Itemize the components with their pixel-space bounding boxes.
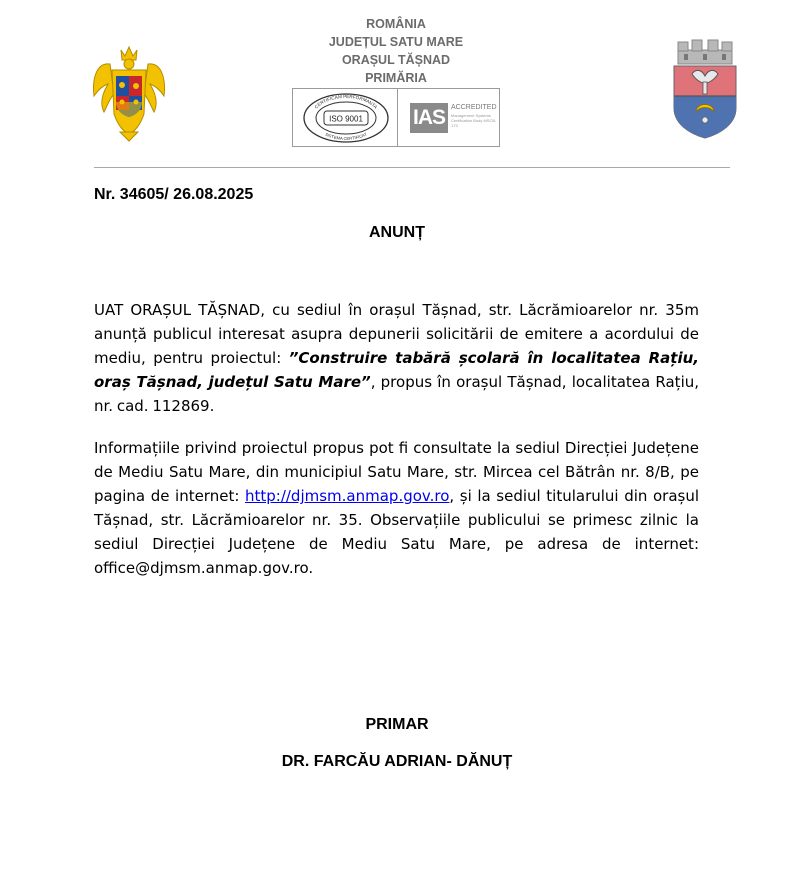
romania-coat-of-arms-icon: [92, 44, 166, 142]
header-institution: PRIMĂRIA: [365, 71, 427, 85]
ias-logo: IAS: [410, 103, 448, 133]
p2-text-2: , și la sediul titularului din orașul Tășnad, str. Lăcrămioarelor nr. 35. Observațiile publicului se primesc zilnic la sediul Direcției Județene de Mediu Satu Mare, pe adresa de internet: office@djmsm.anmap.gov.ro.: [94, 487, 699, 577]
header-divider: [94, 167, 730, 168]
ias-small-text: Management Systems Certification Body MSCB-173: [451, 113, 497, 128]
iso-label: ISO 9001: [329, 114, 363, 124]
tasnad-coat-of-arms-icon: [670, 38, 740, 140]
document-number: Nr. 34605/ 26.08.2025: [94, 186, 254, 203]
announcement-paragraph-2: [94, 436, 699, 580]
header-country: ROMÂNIA: [366, 17, 426, 31]
iso-ring-bottom-text: SISTEMA CERTIFICAT: [324, 131, 368, 142]
document-title: ANUNȚ: [369, 224, 425, 241]
signature-role: PRIMAR: [365, 716, 429, 733]
announcement-paragraph-1: [94, 298, 699, 418]
iso-9001-seal-icon: [301, 92, 391, 144]
project-name: ”Construire tabără școlară în localitatea Rațiu, oraș Tășnad, județul Satu Mare”: [94, 349, 699, 391]
cert-divider: [397, 89, 398, 146]
iso-ring-top-text: CERTIFICAM PERFORMANTA: [313, 93, 379, 110]
svg-text:SISTEMA CERTIFICAT: [324, 131, 368, 141]
header-county: JUDEȚUL SATU MARE: [328, 35, 464, 49]
agency-website-link[interactable]: http://djmsm.anmap.gov.ro: [244, 487, 450, 505]
p1-text-1: UAT ORAȘUL TĂȘNAD, cu sediul în orașul Tășnad, str. Lăcrămioarelor nr. 35m anunță publicul interesat asupra depunerii solicitării de emitere a acordului de mediu, pentru proiectul:: [94, 301, 699, 367]
certification-logos: [292, 88, 500, 147]
p1-text-2: , propus în orașul Tășnad, localitatea Rațiu, nr. cad. 112869.: [94, 373, 700, 415]
signature-name: DR. FARCĂU ADRIAN- DĂNUȚ: [281, 753, 513, 770]
header-town: ORAȘUL TĂȘNAD: [341, 53, 451, 67]
header-block: [280, 15, 512, 87]
p2-text-1: Informațiile privind proiectul propus pot fi consultate la sediul Direcției Județene de Mediu Satu Mare, din municipiul Satu Mare, str. Mircea cel Bătrân nr. 8/B, pe pagina de internet:: [94, 439, 699, 505]
ias-accredited-text: ACCREDITED: [451, 104, 497, 111]
